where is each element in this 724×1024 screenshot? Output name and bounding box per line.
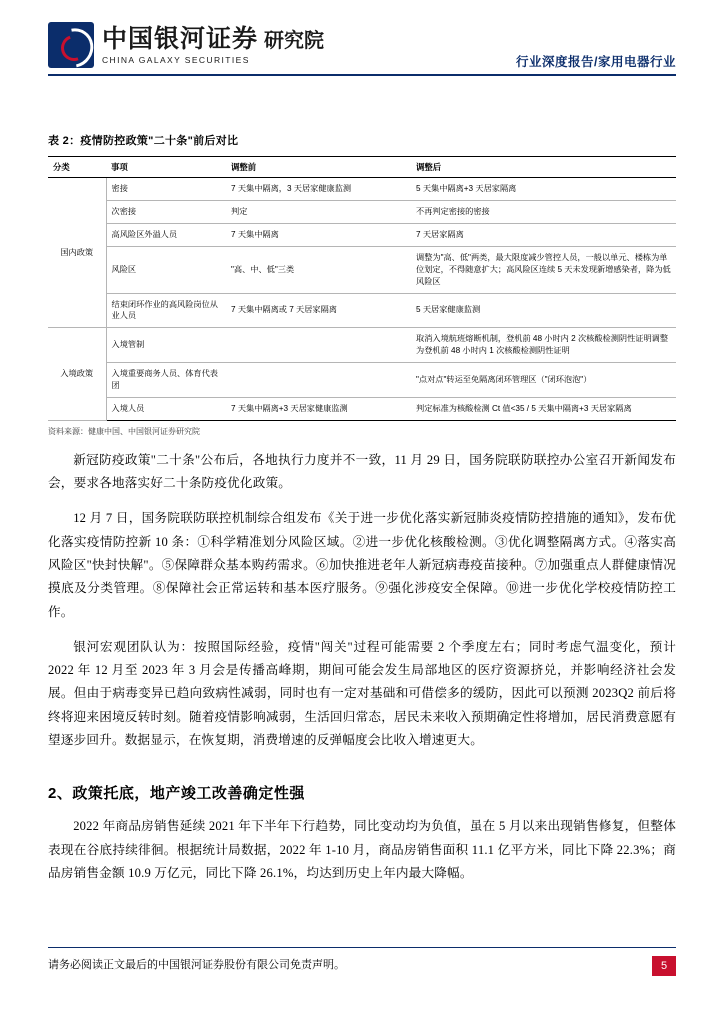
cell-after: 7 天居家隔离: [411, 223, 676, 246]
cell-before: 7 天集中隔离+3 天居家健康监测: [226, 397, 411, 420]
section-heading: 2、政策托底，地产竣工改善确定性强: [48, 785, 305, 803]
cell-before: 7 天集中隔离: [226, 223, 411, 246]
cell-item: 入境重要商务人员、体育代表团: [106, 363, 226, 398]
paragraph-3: 银河宏观团队认为：按照国际经验，疫情"闯关"过程可能需要 2 个季度左右；同时考虑气温变化，预计 2022 年 12 月至 2023 年 3 月会是传播高峰期，期间可能会发生局部地区的医疗资源挤兑，并影响经济社会发展。但由于病毒变异已趋向致病性减弱，同时也有一定对基础和可借偿多的缓防，因此可以预测 2023Q2 前后将终将迎来困境反转时刻。随着疫情影响减弱，生活回归常态，居民未来收入预期确定性将增加，居民消费意愿有望逐步回升。数据显示，在恢复期，消费增速的反弹幅度会比收入增速更大。: [48, 639, 676, 748]
section-paragraph: 2022 年商品房销售延续 2021 年下半年下行趋势，同比变动均为负值，虽在 5 月以来出现销售修复，但整体表现在谷底持续徘徊。根据统计局数据，2022 年 1-10 月，商品房销售面积 11.1 亿平方米，同比下降 22.3%；商品房销售金额 10.9 万亿元，同比下降 26.1%，均达到历史上年内最大降幅。: [48, 819, 676, 880]
cell-before: 7 天集中隔离，3 天居家健康监测: [226, 178, 411, 201]
col-header-before: 调整前: [226, 157, 411, 178]
table-caption: 表 2：疫情防控政策"二十条"前后对比: [48, 135, 239, 147]
cell-after: 取消入境航班熔断机制，登机前 48 小时内 2 次核酸检测阴性证明调整为登机前 48 小时内 1 次核酸检测阴性证明: [411, 328, 676, 363]
paragraph-1: 新冠防疫政策"二十条"公布后，各地执行力度并不一致，11 月 29 日，国务院联防联控办公室召开新闻发布会，要求各地落实好二十条防疫优化政策。: [48, 452, 676, 491]
brand-logo: [48, 22, 324, 68]
cell-category: 入境政策: [48, 328, 106, 420]
table-row: [48, 397, 676, 420]
table-header-row: [48, 157, 676, 178]
cell-before: [226, 363, 411, 398]
cell-after: 5 天居家健康监测: [411, 293, 676, 328]
table-row: [48, 178, 676, 201]
brand-name-cn: 中国银河证券 研究院: [102, 24, 325, 53]
cell-before: [226, 328, 411, 363]
brand-name-en: CHINA GALAXY SECURITIES: [102, 55, 250, 66]
page-number-badge: 5: [652, 956, 676, 976]
header-divider: [48, 74, 676, 76]
cell-item: 入境人员: [106, 397, 226, 420]
policy-comparison-table: [48, 156, 676, 421]
cell-category: 国内政策: [48, 178, 106, 328]
cell-after: 判定标准为核酸检测 Ct 值<35 / 5 天集中隔离+3 天居家隔离: [411, 397, 676, 420]
table-source: 资料来源：健康中国、中国银河证券研究院: [48, 426, 200, 436]
cell-item: 次密接: [106, 201, 226, 224]
brand-institute: 研究院: [264, 29, 325, 52]
table-row: [48, 363, 676, 398]
brand-logo-text: [102, 25, 324, 66]
table-row: [48, 201, 676, 224]
table-row: [48, 328, 676, 363]
paragraph-2: 12 月 7 日，国务院联防联控机制综合组发布《关于进一步优化落实新冠肺炎疫情防控措施的通知》，发布优化落实疫情防控新 10 条：①科学精准划分风险区域。②进一步优化核酸检测。③优化调整隔离方式。④落实高风险区"快封快解"。⑤保障群众基本购药需求。⑥加快推进老年人新冠病毒疫苗接种。⑦加强重点人群健康情况摸底及分类管理。⑧保障社会正常运转和基本医疗服务。⑨强化涉疫安全保障。⑩进一步优化学校疫情防控工作。: [48, 511, 676, 619]
col-header-category: 分类: [48, 157, 106, 178]
table-row: [48, 223, 676, 246]
cell-after: "点对点"转运至免隔离闭环管理区（"闭环泡泡"）: [411, 363, 676, 398]
col-header-item: 事项: [106, 157, 226, 178]
footer-disclaimer: 请务必阅读正文最后的中国银河证券股份有限公司免责声明。: [48, 959, 345, 971]
cell-before: "高、中、低"三类: [226, 246, 411, 293]
cell-before: 判定: [226, 201, 411, 224]
page-header: [48, 0, 676, 96]
table-row: [48, 246, 676, 293]
cell-after: 不再判定密接的密接: [411, 201, 676, 224]
cell-item: 入境管制: [106, 328, 226, 363]
cell-item: 密接: [106, 178, 226, 201]
cell-item: 风险区: [106, 246, 226, 293]
cell-after: 调整为"高、低"两类，最大限度减少管控人员，一般以单元、楼栋为单位划定，不得随意扩大；高风险区连续 5 天未发现新增感染者，降为低风险区: [411, 246, 676, 293]
cell-item: 结束闭环作业的高风险岗位从业人员: [106, 293, 226, 328]
report-category-label: 行业深度报告/家用电器行业: [516, 55, 676, 69]
table-row: [48, 293, 676, 328]
cell-item: 高风险区外溢人员: [106, 223, 226, 246]
footer-divider: [48, 947, 676, 948]
cell-after: 5 天集中隔离+3 天居家隔离: [411, 178, 676, 201]
galaxy-logo-icon: [48, 22, 94, 68]
col-header-after: 调整后: [411, 157, 676, 178]
cell-before: 7 天集中隔离或 7 天居家隔离: [226, 293, 411, 328]
